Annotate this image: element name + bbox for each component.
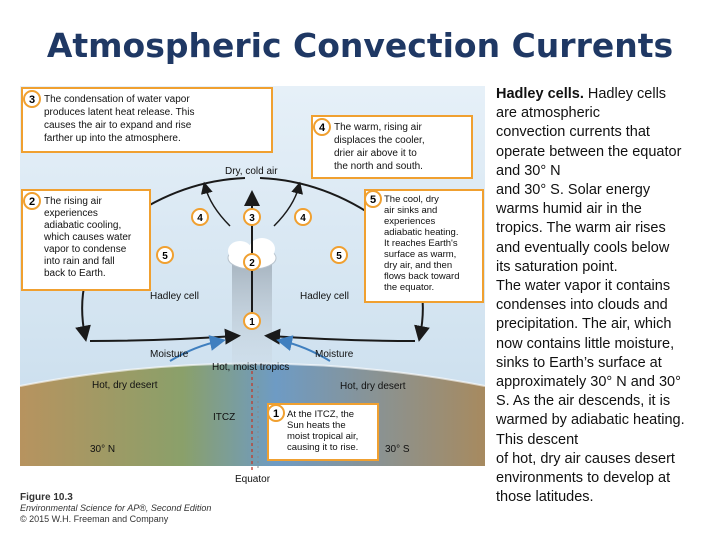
callout-3-line: The condensation of water vapor (44, 94, 190, 105)
caption-book-title: Environmental Science for AP®, Second Edition (20, 503, 212, 513)
label-moisture-left: Moisture (150, 349, 189, 360)
label-hadley-right: Hadley cell (300, 291, 349, 302)
callout-4-line: drier air above it to (334, 148, 417, 159)
text-line: precipitation. The air, which (496, 316, 672, 333)
callout-2-line: which causes water (44, 232, 132, 243)
label-dry-cold-air: Dry, cold air (225, 166, 278, 177)
text-line: are atmospheric (496, 105, 600, 122)
callout-2-line: back to Earth. (44, 268, 106, 279)
callout-2-line: into rain and fall (44, 256, 115, 267)
callout-2-number: 2 (28, 196, 36, 208)
text-line-0: Hadley cells. Hadley cells (496, 86, 667, 102)
callout-1-number: 1 (272, 408, 280, 420)
label-lat-n: 30° N (90, 444, 116, 455)
caption-figure-number: Figure 10.3 (20, 492, 73, 503)
text-line: its saturation point. (496, 258, 618, 275)
callout-2-line: The rising air (44, 196, 102, 207)
callout-5-line: The cool, dry (384, 194, 439, 205)
label-equator: Equator (235, 474, 271, 485)
text-line: and 30° S. Solar energy (496, 182, 651, 199)
marker-1-center: 1 (249, 317, 255, 328)
text-line: The water vapor it contains (496, 278, 671, 295)
label-lat-s: 30° S (385, 444, 410, 455)
callout-2-line: experiences (44, 208, 98, 219)
text-line: operate between the equator (496, 143, 682, 160)
figure-caption (20, 492, 280, 525)
label-hot-dry-desert-left: Hot, dry desert (92, 380, 158, 391)
callout-3-line: causes the air to expand and rise (44, 120, 192, 131)
callout-2-line: adiabatic cooling, (44, 220, 122, 231)
text-heading: Hadley cells. (496, 86, 584, 102)
label-hadley-left: Hadley cell (150, 291, 199, 302)
callout-2-line: vapor to condense (44, 244, 127, 255)
callout-3-line: produces latent heat release. This (44, 107, 195, 118)
text-line: approximately 30° N and 30° (496, 374, 681, 391)
callout-5-line: It reaches Earth's (384, 238, 458, 249)
callout-5 (365, 190, 483, 302)
callout-5-line: flows back toward (384, 271, 460, 282)
text-line: This descent (496, 431, 579, 448)
marker-5-right: 5 (336, 251, 342, 262)
label-moisture-right: Moisture (315, 349, 354, 360)
label-hot-moist-tropics: Hot, moist tropics (212, 362, 290, 373)
description-text (496, 85, 714, 507)
callout-4-line: displaces the cooler, (334, 135, 425, 146)
text-line: of hot, dry air causes desert (496, 450, 675, 467)
text-line: those latitudes. (496, 489, 594, 506)
callout-1-line: moist tropical air, (287, 431, 359, 442)
marker-5-left: 5 (162, 251, 168, 262)
text-line: and 30° N (496, 162, 561, 179)
callout-1-line: causing it to rise. (287, 442, 359, 453)
text-line: condenses into clouds and (496, 297, 668, 314)
svg-text:At the ITCZ, the Sun hea (287, 409, 361, 453)
callout-5-line: experiences (384, 216, 436, 227)
callout-4-line: the north and south. (334, 161, 423, 172)
marker-2-center: 2 (249, 258, 255, 269)
text-line: environments to develop at (496, 470, 671, 487)
callout-2 (22, 190, 150, 290)
page-title: Atmospheric Convection Currents (46, 26, 674, 65)
callout-5-line: surface as warm, (384, 249, 457, 260)
marker-4-left: 4 (197, 213, 203, 224)
callout-3 (22, 88, 272, 152)
callout-1 (268, 404, 378, 460)
callout-4-number: 4 (318, 122, 326, 134)
marker-4-right: 4 (300, 213, 306, 224)
text-line: and eventually cools below (496, 239, 670, 256)
callout-5-line: air sinks and (384, 205, 438, 216)
text-line: tropics. The warm air rises (496, 220, 666, 237)
text-line: warms humid air in the (496, 201, 642, 218)
callout-1-line: Sun heats the (287, 420, 346, 431)
text-line: warmed by adiabatic heating. (496, 412, 685, 429)
callout-1-line: At the ITCZ, the (287, 409, 355, 420)
text-line: convection currents that (496, 124, 650, 141)
callout-4-line: The warm, rising air (334, 122, 422, 133)
text-line: sinks to Earth’s surface at (496, 354, 662, 371)
hadley-cell-diagram (20, 86, 485, 485)
caption-copyright: © 2015 W.H. Freeman and Company (20, 514, 169, 524)
label-itcz: ITCZ (213, 412, 236, 423)
marker-3-center: 3 (249, 213, 255, 224)
callout-5-number: 5 (369, 194, 377, 206)
text-line: now contains little moisture, (496, 335, 675, 352)
callout-5-line: adiabatic heating. (384, 227, 459, 238)
callout-3-number: 3 (28, 94, 36, 106)
callout-5-line: the equator. (384, 282, 435, 293)
label-hot-dry-desert-right: Hot, dry desert (340, 381, 406, 392)
callout-4 (312, 116, 472, 178)
text-line: S. As the air descends, it is (496, 393, 671, 410)
callout-5-line: dry air, and then (384, 260, 453, 271)
callout-3-line: farther up into the atmosphere. (44, 133, 181, 144)
